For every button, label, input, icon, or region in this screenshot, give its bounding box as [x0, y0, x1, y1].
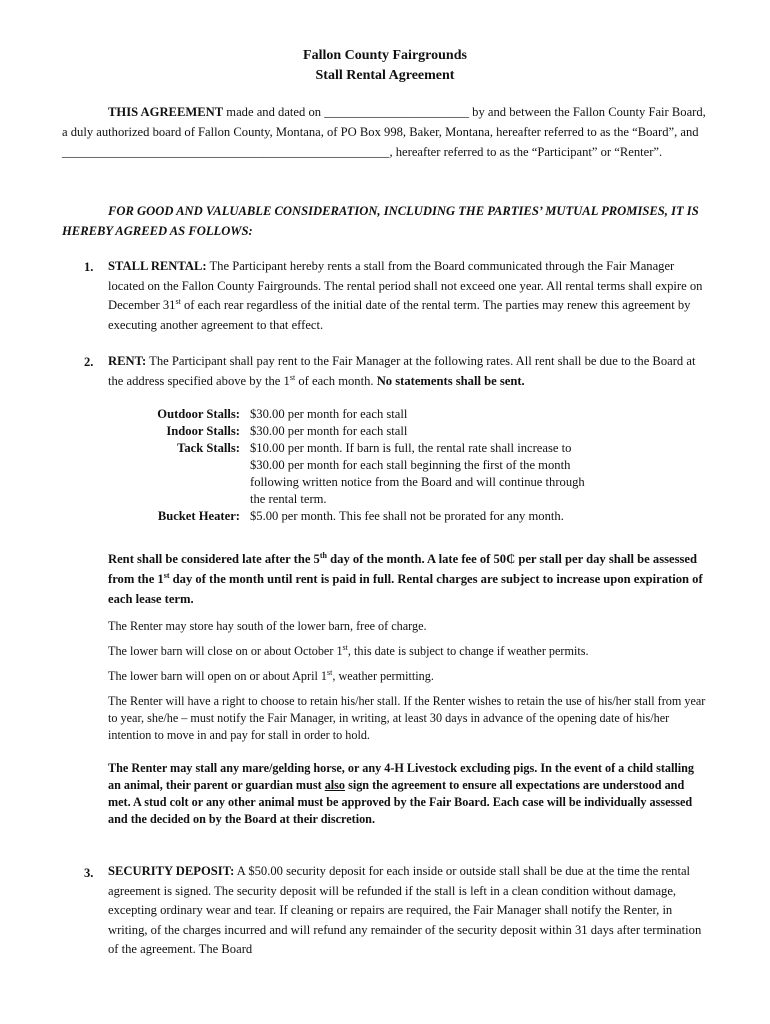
- barn-closing-note: [108, 643, 708, 660]
- late-fee-text-end: day of the month until rent is paid in full. Rental charges are subject to increase upon expiration of each lease term.: [108, 572, 703, 606]
- barn-closing-text-cont: , this date is subject to change if weather permits.: [347, 644, 589, 658]
- late-fee-sup: st: [163, 570, 170, 580]
- section-2-sup: st: [289, 372, 296, 382]
- document-title: Fallon County Fairgrounds: [303, 48, 467, 63]
- section-1-text-cont: of each rear regardless of the initial date of the rental term. The parties may renew this agreement by executing another agreement to that effect.: [108, 298, 691, 332]
- section-1-number: 1.: [84, 260, 94, 274]
- rate-row-tack: [108, 440, 608, 508]
- rate-label: Bucket Heater:: [157, 509, 240, 523]
- section-1-sup: st: [175, 296, 181, 306]
- barn-opening-note: [108, 668, 708, 685]
- section-2-number: 2.: [84, 355, 94, 369]
- barn-closing-sup: st: [342, 642, 348, 652]
- section-2-text-cont: of each month.: [298, 373, 374, 388]
- section-2-text: The Participant shall pay rent to the Fair Manager at the following rates. All rent shall be due to the Board at the address specified above by the 1: [108, 354, 696, 388]
- section-1-text: The Participant hereby rents a stall from the Board communicated through the Fair Manager located on the Fallon County Fairgrounds. The rental period shall not exceed one year. All rental terms shall expire on December 31: [108, 259, 703, 312]
- section-3-body: [108, 862, 708, 960]
- section-1-heading: STALL RENTAL:: [108, 259, 207, 273]
- rate-value: $10.00 per month. If barn is full, the rental rate shall increase to $30.00 per month for each stall beginning the first of the month following written notice from the Board and will continue through the rental term.: [250, 441, 585, 506]
- barn-opening-sup: st: [327, 667, 333, 677]
- rate-value: $5.00 per month. This fee shall not be prorated for any month.: [250, 509, 564, 523]
- intro-lead: THIS AGREEMENT: [108, 105, 224, 119]
- late-fee-text: Rent shall be considered late after the 5: [108, 552, 320, 566]
- late-fee-paragraph: [108, 549, 708, 609]
- animal-eligibility-text: The Renter may stall any mare/gelding horse, or any 4-H Livestock excluding pigs. In the event of a child stalling an animal, their parent or guardian must: [108, 761, 695, 792]
- document-subtitle: Stall Rental Agreement: [315, 68, 455, 83]
- rate-table: [108, 406, 608, 525]
- intro-paragraph: [62, 102, 708, 162]
- rate-value: $30.00 per month for each stall: [250, 424, 408, 438]
- section-2-body: [108, 352, 708, 391]
- hay-storage-note: The Renter may store hay south of the lower barn, free of charge.: [108, 619, 427, 633]
- stall-retention-paragraph: The Renter will have a right to choose to retain his/her stall. If the Renter wishes to retain the use of his/her stall from year to year, she/he – must notify the Fair Manager, in writing, at least 30 days in advance of the opening date of his/her intention to move in and pay for stall in order to hold.: [108, 694, 706, 742]
- section-3-heading: SECURITY DEPOSIT:: [108, 864, 235, 878]
- rate-label: Tack Stalls:: [177, 441, 240, 455]
- section-3-text: A $50.00 security deposit for each inside or outside stall shall be due at the time the rental agreement is signed. The security deposit will be refunded if the stall is left in a clean condition without damage, excepting ordinary wear and tear. If cleaning or repairs are required, the Fair Manager shall notify the Renter, in writing, of the charges incurred and will refund any remainder of the security deposit within 31 days after termination of the agreement. The Board: [108, 864, 702, 956]
- no-statements-note: No statements shall be sent.: [376, 373, 525, 388]
- rate-label: Outdoor Stalls:: [157, 407, 240, 421]
- animal-eligibility-text-cont: sign the agreement to ensure all expectations are understood and met. A stud colt or any other animal must be approved by the Fair Board. Each case will be individually assessed and the decided on by the Board at their discretion.: [108, 778, 693, 826]
- rate-row-outdoor: [108, 406, 608, 423]
- rate-value: $30.00 per month for each stall: [250, 407, 408, 421]
- section-3-number: 3.: [84, 866, 94, 880]
- section-2-heading: RENT:: [108, 354, 147, 368]
- late-fee-sup: th: [319, 550, 327, 560]
- animal-eligibility-underlined: also: [324, 778, 346, 792]
- intro-text: made and dated on _______________________ by and between the Fallon County Fair Board, a duly authorized board of Fallon County, Montana, of PO Box 998, Baker, Montana, hereafter referred to as the “Board”, and ____________________________________________________, hereafter referred to as the “Participant” or “Renter”.: [62, 105, 706, 159]
- consideration-clause: FOR GOOD AND VALUABLE CONSIDERATION, INCLUDING THE PARTIES’ MUTUAL PROMISES, IT IS HEREBY AGREED AS FOLLOWS:: [62, 204, 699, 238]
- rate-label: Indoor Stalls:: [166, 424, 240, 438]
- section-1-body: [108, 257, 708, 335]
- barn-opening-text-cont: , weather permitting.: [332, 669, 434, 683]
- animal-eligibility-paragraph: [108, 760, 708, 828]
- barn-closing-text: The lower barn will close on or about October 1: [108, 644, 343, 658]
- late-fee-text-cont: day of the month. A late fee of 50₵ per stall per day shall be assessed from the 1: [108, 552, 697, 586]
- rate-row-bucket-heater: [108, 508, 608, 525]
- rate-row-indoor: [108, 423, 608, 440]
- barn-opening-text: The lower barn will open on or about April 1: [108, 669, 327, 683]
